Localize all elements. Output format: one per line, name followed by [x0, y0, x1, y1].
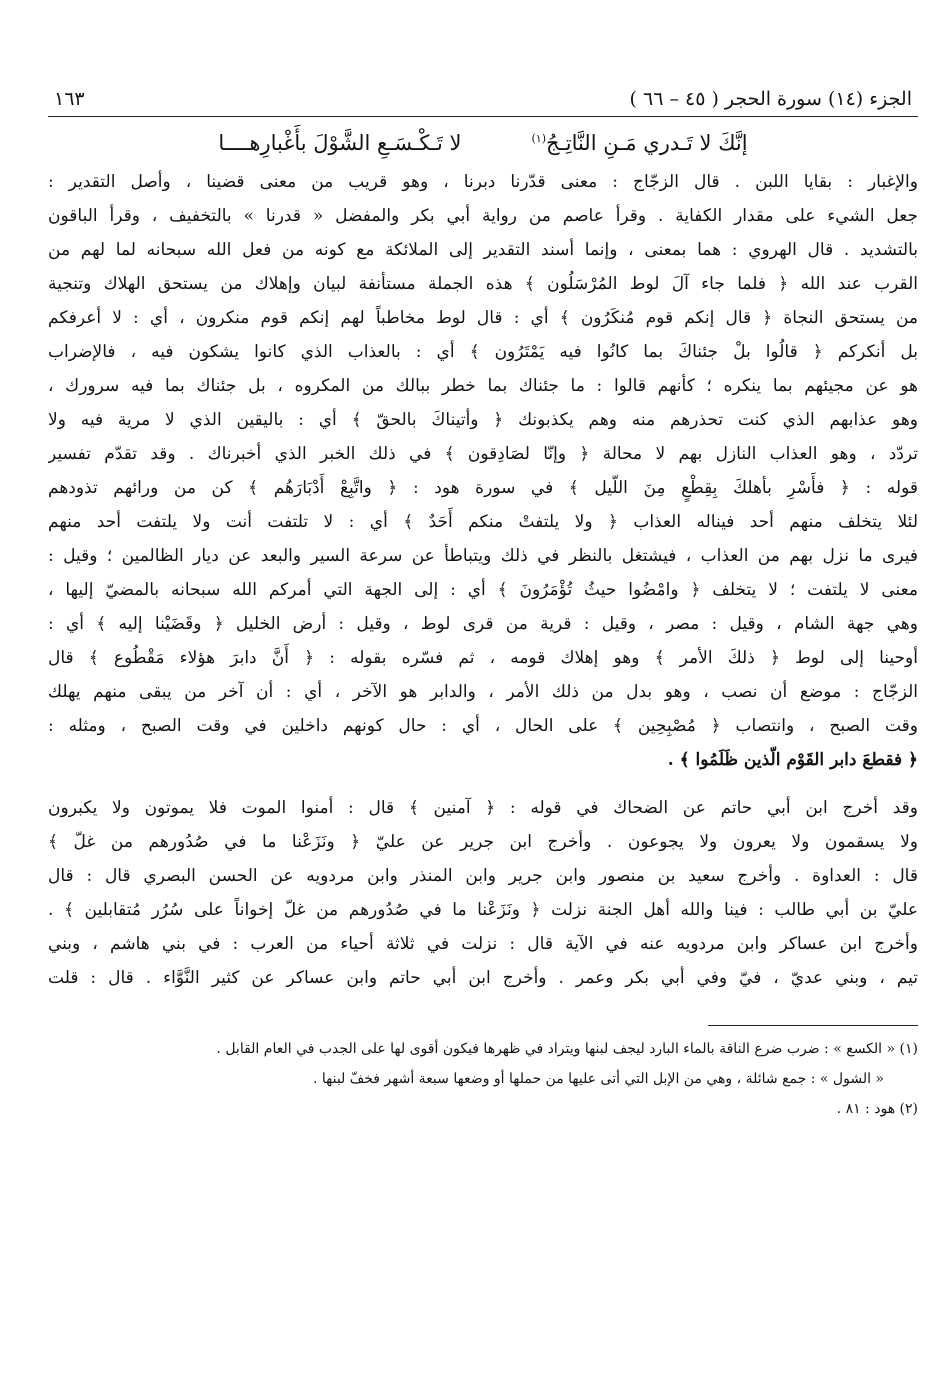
text-line: تيم ، وبني عديّ ، فيّ وفي أبي بكر وعمر . وأخرج ابن أبي حاتم وابن عساكر عن كثير النَّوَّاء . قال : قلت [48, 968, 918, 988]
text-line: من يستحق النجاة ﴿ قال إنكم قوم مُنكَرُون ﴾ أي : قال لوط مخاطباً لهم إنكم قوم منكرون ، أي : لا أعرفكم [48, 308, 918, 328]
running-title: الجزء (١٤) سورة الحجر ( ٤٥ – ٦٦ ) [629, 88, 912, 110]
text-line: وأخرج ابن عساكر وابن مردويه عنه في الآية قال : نزلت في ثلاثة أحياء من العرب : في بني هاشم ، وبني [48, 934, 918, 954]
body-text [48, 165, 918, 995]
book-page [48, 88, 918, 1124]
text-line: وهي جهة الشام ، وقيل : مصر ، وقيل : قرية من قرى لوط ، وقيل : أرض الخليل ﴿ وقَضَيْنا إليه ﴾ أي : [48, 614, 918, 634]
text-line: تردّد ، وهو العذاب النازل بهم لا محالة ﴿ وإنّا لصَادِقون ﴾ في ذلك الخبر الذي أخبرناك . وقد تقدّم تفسير [48, 444, 918, 464]
text-line: أوحينا إلى لوط ﴿ ذلكَ الأمر ﴾ وهو إهلاك قومه ، ثم فسّره بقوله : ﴿ أَنَّ دابرَ هؤلاء مَقْطُوع ﴾ قال [48, 648, 918, 668]
verse-hemistich-right: إنَّكَ لا تَـدري مَـنِ النَّاتِـجُ$^{(١)}$ [531, 131, 748, 155]
text-line-quran: ﴿ فقطعَ دابر القَوْم الّذين ظَلَمُوا ﴾ . [667, 750, 918, 770]
verse-hemistich-left: لا تَـكْـسَـعِ الشَّوْلَ بأَغْبارِهــــا [218, 131, 462, 155]
footnotes [48, 1034, 918, 1124]
text-line: وقد أخرج ابن أبي حاتم عن الضحاك في قوله : ﴿ آمنين ﴾ قال : أمنوا الموت فلا يموتون ولا يكبرون [48, 798, 918, 818]
text-line: هو عن مجيئهم بما ينكره ؛ كأنهم قالوا : ما جئناك بما خطر ببالك من المكروه ، بل جئناك بما فيه سرورك ، [48, 376, 918, 396]
text-line: لئلا يتخلف منهم أحد فيناله العذاب ﴿ ولا يلتفتْ منكم أَحَدٌ ﴾ أي : لا تلتفت أنت ولا يلتفت أحد منهم [48, 512, 918, 532]
footnote-1: (١) « الكسع » : ضرب ضرع الناقة بالماء البارد ليجف لبنها ويتراد في ظهرها فيكون أقوى لها على الجدب في العام القابل . [216, 1041, 918, 1057]
text-line: قال : العداوة . وأخرج سعيد بن منصور وابن جرير وابن المنذر وابن مردويه عن الحسن البصري قال : قال [48, 866, 918, 886]
verse-footnote-mark: (١) [531, 132, 547, 145]
text-line: معنى لا يلتفت ؛ لا يتخلف ﴿ وامْضُوا حيثُ تُؤْمَرُونَ ﴾ أي : إلى الجهة التي أمركم الله سبحانه بالمضيّ إليها ، [48, 580, 918, 600]
text-line: وقت الصبح ، وانتصاب ﴿ مُصْبِحِين ﴾ على الحال ، أي : حال كونهم داخلين في وقت الصبح ، ومثله : [48, 716, 918, 736]
text-line: والإغبار : بقايا اللبن . قال الزجّاج : معنى قدّرنا دبرنا ، وهو قريب من معنى قضينا ، وأصل التقدير : [48, 172, 918, 192]
poetry-verse [48, 131, 918, 155]
footnote-2: (٢) هود : ٨١ . [836, 1101, 918, 1117]
footnote-1-continued: « الشول » : جمع شائلة ، وهي من الإبل التي أتى عليها من حملها أو وضعها سبعة أشهر فخفّ لبنها . [312, 1071, 884, 1087]
footnote-divider [708, 1025, 918, 1026]
text-line: عليّ بن أبي طالب : فينا والله أهل الجنة نزلت ﴿ ونَزَعْنا ما في صُدُورهم من غلّ إخواناً على سُرُر مُتقابلين ﴾ . [48, 900, 918, 920]
text-line: جعل الشيء على مقدار الكفاية . وقرأ عاصم من رواية أبي بكر والمفضل « قدرنا » بالتخفيف ، وقرأ الباقون [48, 206, 918, 226]
text-line: الزجّاج : موضع أن نصب ، وهو بدل من ذلك الأمر ، والدابر هو الآخر ، أي : أن آخر من يبقى منهم يهلك [48, 682, 918, 702]
text-line: ولا يسقمون ولا يعرون ولا يجوعون . وأخرج ابن جرير عن عليّ ﴿ ونَزَعْنا ما في صُدُورهم من غلّ ﴾ [48, 832, 918, 852]
text-line: القرب عند الله ﴿ فلما جاء آلَ لوط المُرْسَلُون ﴾ هذه الجملة مستأنفة لبيان وإهلاك من يستحق الهلاك وتنجية [48, 274, 918, 294]
text-line: قوله : ﴿ فأَسْرِ بأهلكَ بِقِطْعٍ مِنَ اللّيل ﴾ في سورة هود : ﴿ واتَّبِعْ أَدْبَارَهُم ﴾ كن من ورائهم تذودهم [48, 478, 918, 498]
text-line: بل أنكركم ﴿ قالُوا بلْ جئناكَ بما كانُوا فيه يَمْتَرُون ﴾ أي : بالعذاب الذي كانوا يشكون فيه ، فالإضراب [48, 342, 918, 362]
text-line: بالتشديد . قال الهروي : هما بمعنى ، وإنما أسند التقدير إلى الملائكة مع كونه من فعل الله سبحانه لما لهم من [48, 240, 918, 260]
text-line: فيرى ما نزل بهم من العذاب ، فيشتغل بالنظر في ذلك ويتباطأ عن سرعة السير والبعد عن ديار الظالمين ؛ وقيل : [48, 546, 918, 566]
text-line: وهو عذابهم الذي كنت تحذرهم منه وهم يكذبونك ﴿ وأتيناكَ بالحقّ ﴾ أي : باليقين الذي لا مرية فيه ولا [48, 410, 918, 430]
page-header [48, 88, 918, 117]
page-number: ١٦٣ [54, 88, 85, 110]
